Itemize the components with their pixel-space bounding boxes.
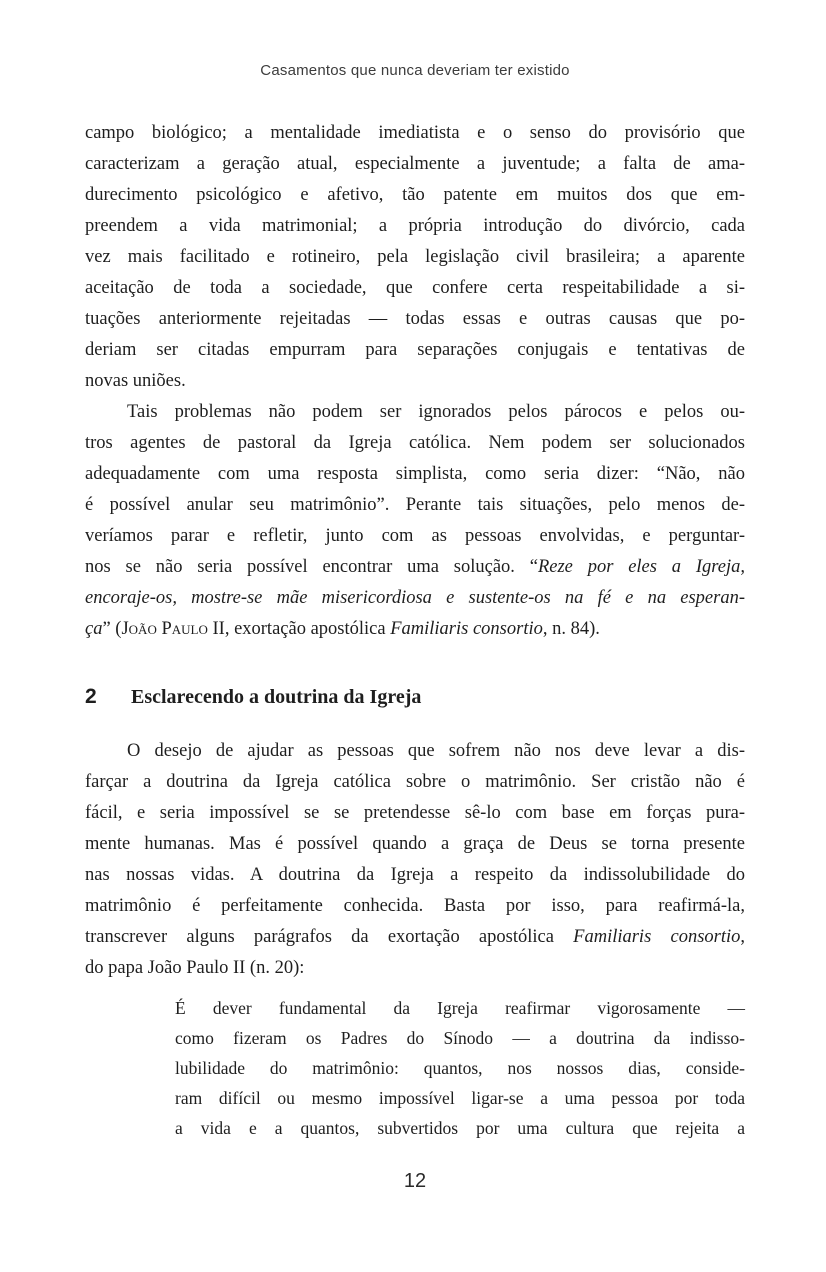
text-line: deriam ser citadas empurram para separações conjugais e tentativas de xyxy=(85,340,745,360)
smallcaps-text: João Paulo II xyxy=(121,619,225,639)
text-line xyxy=(85,922,745,953)
italic-text: Familiaris consortio xyxy=(573,927,741,947)
plain-text: , xyxy=(740,927,746,947)
page-number: 12 xyxy=(403,1170,427,1192)
text-line: do papa João Paulo II (n. 20): xyxy=(85,958,305,978)
plain-text: transcrever alguns parágrafos da exortação apostólica xyxy=(85,927,574,947)
page-content xyxy=(85,118,745,1143)
paragraph-1 xyxy=(85,118,745,397)
plain-text: nos se não seria possível encontrar uma solução. “ xyxy=(85,557,538,577)
text-line: tuações anteriormente rejeitadas — todas essas e outras causas que po- xyxy=(85,309,745,329)
running-header: Casamentos que nunca deveriam ter existido xyxy=(260,62,570,79)
text-line: campo biológico; a mentalidade imediatista e o senso do provisório que xyxy=(85,123,745,143)
text-line: fácil, e seria impossível se se pretendesse sê-lo com base em forças pura- xyxy=(85,803,745,823)
text-line: como fizeram os Padres do Sínodo — a doutrina da indisso- xyxy=(175,1028,745,1048)
section-number: 2 xyxy=(85,685,97,708)
text-line: O desejo de ajudar as pessoas que sofrem não nos deve levar a dis- xyxy=(127,741,745,761)
blockquote xyxy=(85,993,745,1143)
text-line: caracterizam a geração atual, especialmente a juventude; a falta de ama- xyxy=(85,154,745,174)
text-line xyxy=(85,614,745,645)
section-title: Esclarecendo a doutrina da Igreja xyxy=(131,686,422,708)
text-line: tros agentes de pastoral da Igreja católica. Nem podem ser solucionados xyxy=(85,433,745,453)
text-line xyxy=(85,583,745,614)
paragraph-3 xyxy=(85,736,745,984)
text-line: adequadamente com uma resposta simplista, como seria dizer: “Não, não xyxy=(85,464,745,484)
text-line: mente humanas. Mas é possível quando a graça de Deus se torna presente xyxy=(85,834,745,854)
plain-text: ” ( xyxy=(102,619,122,639)
text-line: preendem a vida matrimonial; a própria introdução do divórcio, cada xyxy=(85,216,745,236)
text-line: veríamos parar e refletir, junto com as pessoas envolvidas, e perguntar- xyxy=(85,526,745,546)
text-line: Tais problemas não podem ser ignorados pelos párocos e pelos ou- xyxy=(127,402,745,422)
text-line: farçar a doutrina da Igreja católica sobre o matrimônio. Ser cristão não é xyxy=(85,772,745,792)
text-line: nas nossas vidas. A doutrina da Igreja a respeito da indissolubilidade do xyxy=(85,865,745,885)
text-line: durecimento psicológico e afetivo, tão patente em muitos dos que em- xyxy=(85,185,745,205)
italic-text: encoraje-os, mostre-se mãe misericordiosa e sustente-os na fé e na esperan- xyxy=(85,588,745,608)
text-line: a vida e a quantos, subvertidos por uma cultura que rejeita a xyxy=(175,1118,745,1138)
text-line: é possível anular seu matrimônio”. Perante tais situações, pelo menos de- xyxy=(85,495,745,515)
italic-text: ça xyxy=(85,619,103,639)
text-line: ram difícil ou mesmo impossível ligar-se a uma pessoa por toda xyxy=(175,1088,745,1108)
text-line: É dever fundamental da Igreja reafirmar vigorosamente — xyxy=(175,998,745,1018)
section-heading xyxy=(85,685,745,709)
plain-text: , n. 84). xyxy=(542,619,600,639)
paragraph-2 xyxy=(85,397,745,645)
text-line: matrimônio é perfeitamente conhecida. Basta por isso, para reafirmá-la, xyxy=(85,896,745,916)
text-line: novas uniões. xyxy=(85,371,186,391)
italic-text: Reze por eles a Igreja, xyxy=(537,557,745,577)
plain-text: , exortação apostólica xyxy=(224,619,391,639)
text-line: vez mais facilitado e rotineiro, pela legislação civil brasileira; a aparente xyxy=(85,247,745,267)
text-line: lubilidade do matrimônio: quantos, nos nossos dias, conside- xyxy=(175,1058,745,1078)
italic-text: Familiaris consortio xyxy=(390,619,543,639)
text-line xyxy=(85,552,745,583)
text-line: aceitação de toda a sociedade, que confere certa respeitabilidade a si- xyxy=(85,278,745,298)
